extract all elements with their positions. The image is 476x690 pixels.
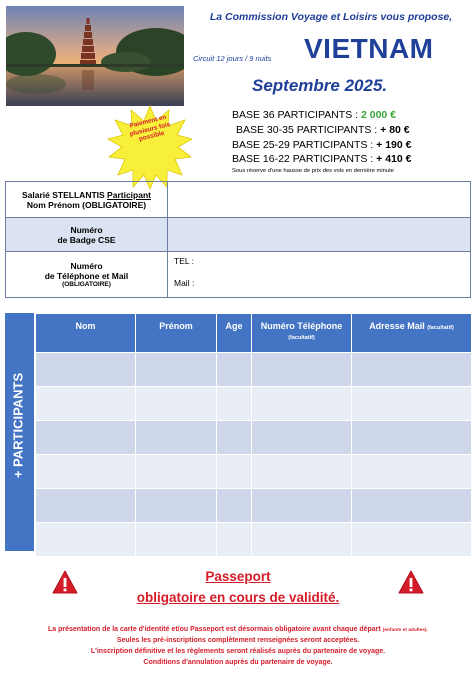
- col-telephone: Numéro Téléphone (facultatif): [252, 314, 352, 353]
- passport-subtitle: obligatoire en cours de validité.: [136, 590, 340, 605]
- destination-title: VIETNAM: [304, 33, 434, 64]
- price-base-30-35: BASE 30-35 PARTICIPANTS : + 80 €: [236, 124, 410, 136]
- cell-telephone[interactable]: [252, 455, 352, 489]
- cell-age[interactable]: [217, 523, 252, 557]
- cell-prenom[interactable]: [136, 523, 217, 557]
- footer-line-3: L'inscription définitive et les règlements seront réalisés auprès du partenaire de voyage.: [90, 648, 386, 655]
- cell-age[interactable]: [217, 455, 252, 489]
- cell-mail[interactable]: [352, 353, 472, 387]
- passport-title: Passeport: [205, 569, 271, 584]
- cell-nom[interactable]: [36, 353, 136, 387]
- participants-table: [35, 313, 472, 557]
- vietnam-pagoda-photo: [6, 6, 184, 106]
- col-nom: Nom: [36, 314, 136, 353]
- col-prenom: Prénom: [136, 314, 217, 353]
- footer-line-2: Seules les pré-inscriptions complètement renseignées seront acceptées.: [116, 637, 360, 644]
- payment-badge-text: Paiement en plusieurs fois possible: [128, 113, 171, 143]
- participant-row: [36, 387, 472, 421]
- cell-mail[interactable]: [352, 523, 472, 557]
- cell-age[interactable]: [217, 353, 252, 387]
- participant-row: [36, 455, 472, 489]
- cell-nom[interactable]: [36, 387, 136, 421]
- participants-header-row: [36, 314, 472, 353]
- cell-prenom[interactable]: [136, 489, 217, 523]
- tel-label: TEL :: [174, 256, 194, 266]
- participants-side-label: + PARTICIPANTS: [10, 372, 26, 479]
- col-mail: Adresse Mail (facultatif): [352, 314, 472, 353]
- mail-label: Mail :: [174, 278, 195, 288]
- employee-info-table: [5, 181, 471, 298]
- cell-prenom[interactable]: [136, 387, 217, 421]
- participant-row: [36, 353, 472, 387]
- footer-line-4: Conditions d'annulation auprès du partenaire de voyage.: [143, 659, 333, 666]
- badge-number-field[interactable]: [168, 218, 471, 252]
- cell-age[interactable]: [217, 489, 252, 523]
- intro-text: La Commission Voyage et Loisirs vous propose,: [209, 11, 453, 23]
- cell-nom[interactable]: [36, 489, 136, 523]
- cell-prenom[interactable]: [136, 455, 217, 489]
- cell-mail[interactable]: [352, 455, 472, 489]
- cell-nom[interactable]: [36, 455, 136, 489]
- price-disclaimer: Sous réserve d'une hausse de prix des vols en dernière minute: [232, 168, 394, 174]
- cell-telephone[interactable]: [252, 353, 352, 387]
- cell-telephone[interactable]: [252, 523, 352, 557]
- participant-row: [36, 523, 472, 557]
- footer-line-1: La présentation de la carte d'identité et/ou Passeport est désormais obligatoire avant chaque départ (enfants et adultes).: [48, 626, 428, 633]
- departure-date: Septembre 2025.: [252, 76, 388, 95]
- cell-mail[interactable]: [352, 421, 472, 455]
- cell-telephone[interactable]: [252, 421, 352, 455]
- cell-prenom[interactable]: [136, 353, 217, 387]
- price-base-16-22: BASE 16-22 PARTICIPANTS : + 410 €: [232, 153, 412, 165]
- cell-age[interactable]: [217, 387, 252, 421]
- participant-name-field[interactable]: [168, 182, 471, 218]
- cell-prenom[interactable]: [136, 421, 217, 455]
- col-age: Age: [217, 314, 252, 353]
- price-base-36: BASE 36 PARTICIPANTS : 2 000 €: [232, 109, 397, 121]
- participant-row: [36, 421, 472, 455]
- cell-telephone[interactable]: [252, 489, 352, 523]
- price-base-25-29: BASE 25-29 PARTICIPANTS : + 190 €: [232, 139, 412, 151]
- cell-telephone[interactable]: [252, 387, 352, 421]
- cell-nom[interactable]: [36, 421, 136, 455]
- cell-age[interactable]: [217, 421, 252, 455]
- circuit-duration: Circuit 12 jours / 9 nuits: [193, 54, 272, 63]
- participant-name-label: Salarié STELLANTIS Participant Nom Prénom (OBLIGATOIRE): [6, 182, 168, 218]
- badge-number-label: Numéro de Badge CSE: [6, 218, 168, 252]
- cell-mail[interactable]: [352, 387, 472, 421]
- cell-mail[interactable]: [352, 489, 472, 523]
- participant-row: [36, 489, 472, 523]
- phone-mail-field[interactable]: [168, 252, 471, 298]
- cell-nom[interactable]: [36, 523, 136, 557]
- phone-mail-label: Numéro de Téléphone et Mail (OBLIGATOIRE): [6, 252, 168, 298]
